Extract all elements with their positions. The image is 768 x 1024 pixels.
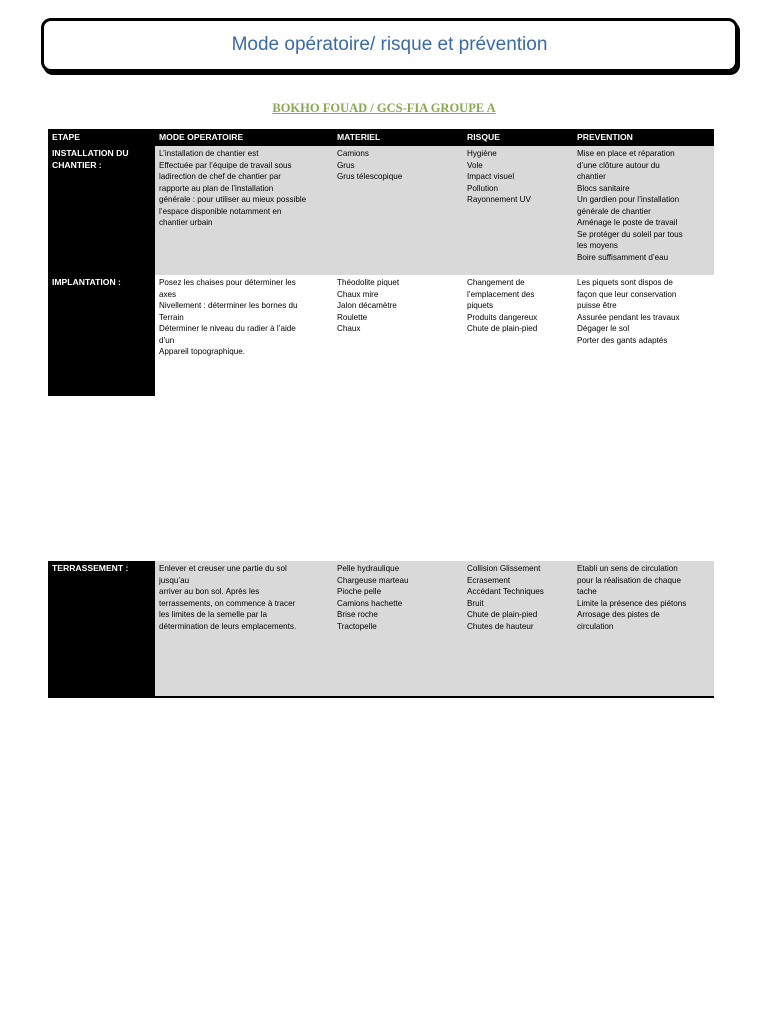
table-row — [48, 561, 714, 698]
materiel-cell: Camions Grus Grus télescopique — [337, 149, 403, 181]
mode-cell: Enlever et creuser une partie du sol jusqu’au arriver au bon sol. Après les terrassements, on commence à tracer les limites de la semelle par la détermination de leurs emplacements. — [159, 564, 297, 631]
title-box — [41, 18, 738, 72]
table-header — [48, 129, 714, 146]
risque-cell: Collision Glissement Ecrasement Accédant Techniques Bruit Chute de plain-pied Chutes de hauteur — [467, 564, 544, 631]
column-header-risque: RISQUE — [467, 132, 500, 142]
prevention-cell: Mise en place et réparation d’une clôture autour du chantier Blocs sanitaire Un gardien pour l’installation générale de chantier Aménage le poste de travail Se protéger du soleil par tous les moyens Boire suffisamment d’eau — [577, 149, 683, 262]
materiel-cell: Pelle hydraulique Chargeuse marteau Pioche pelle Camions hachette Brise roche Tractopelle — [337, 564, 409, 631]
etape-cell: INSTALLATION DU CHANTIER : — [48, 146, 155, 275]
author-subtitle: BOKHO FOUAD / GCS-FIA GROUPE A — [272, 101, 496, 115]
materiel-cell: Théodolite piquet Chaux mire Jalon décamètre Roulette Chaux — [333, 275, 463, 396]
mode-cell: L’installation de chantier est Effectuée par l’équipe de travail sous ladirection de chef de chantier par rapporte au plan de l’installation générale : pour utiliser au mieux possible l’espace disponible notamment en chantier urbain — [159, 149, 307, 227]
etape-cell: TERRASSEMENT : — [48, 561, 155, 696]
etape-cell: IMPLANTATION : — [48, 275, 155, 396]
table-row — [48, 146, 714, 275]
column-header-prevention: PREVENTION — [577, 132, 633, 142]
mode-cell: Posez les chaises pour déterminer les axes Nivellement : déterminer les bornes du Terrain Déterminer le niveau du radier à l’aide d’un Appareil topographique. — [155, 275, 333, 396]
column-header-materiel: MATERIEL — [337, 132, 381, 142]
prevention-cell: Etabli un sens de circulation pour la réalisation de chaque tache Limite la présence des piétons Arrosage des pistes de circulation — [577, 564, 687, 631]
prevention-cell: Les piquets sont dispos de façon que leur conservation puisse être Assurée pendant les travaux Dégager le sol Porter des gants adaptés — [573, 275, 714, 396]
column-header-mode: MODE OPERATOIRE — [159, 132, 244, 142]
table-row — [48, 275, 714, 396]
page-title: Mode opératoire/ risque et prévention — [231, 34, 548, 55]
risque-cell: Changement de l’emplacement des piquets Produits dangereux Chute de plain-pied — [463, 275, 573, 396]
risque-cell: Hygiène Vole Impact visuel Pollution Rayonnement UV — [467, 149, 531, 204]
column-header-etape: ETAPE — [52, 132, 81, 142]
